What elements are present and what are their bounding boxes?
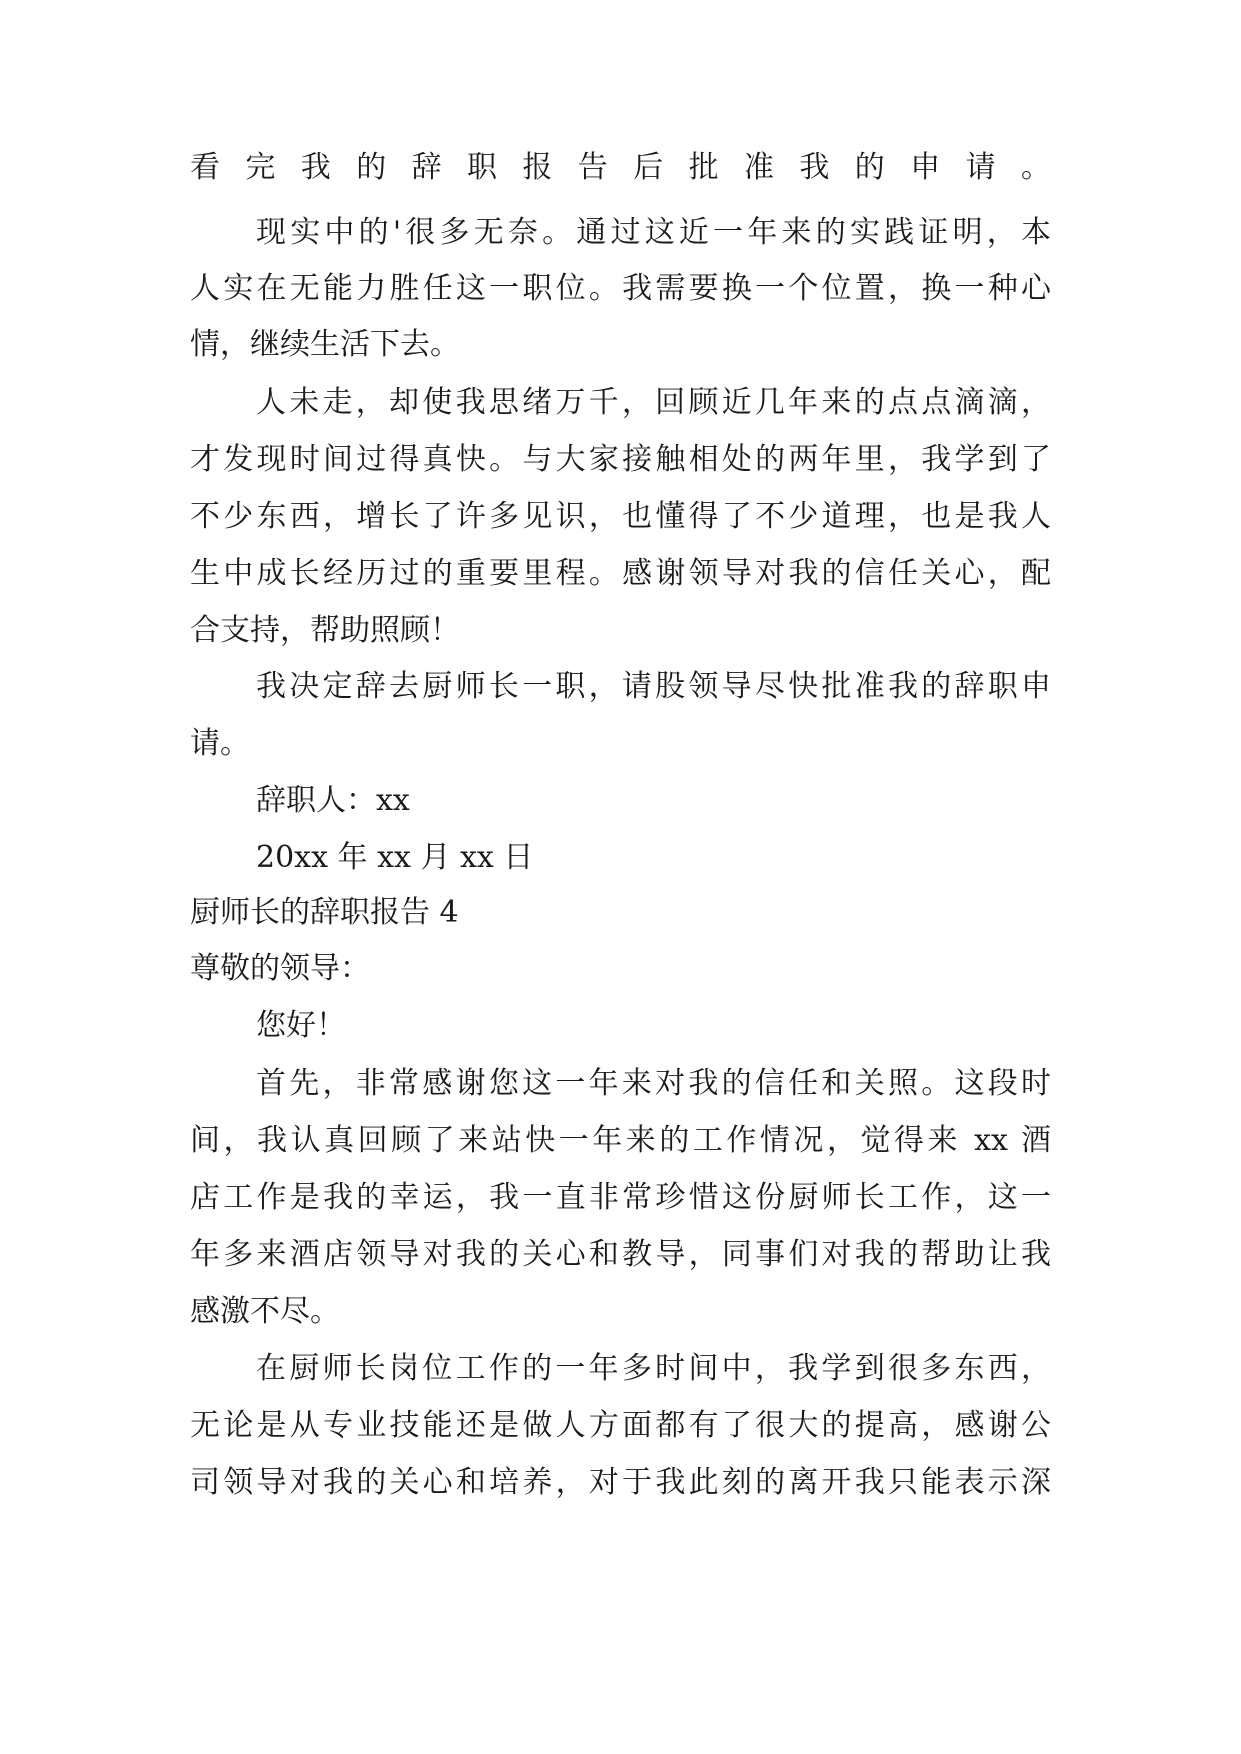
greeting: 您好！	[256, 1008, 346, 1043]
text-line: 首先，非常感谢您这一年来对我的信任和关照。这段时	[256, 1066, 1051, 1101]
text-line: 间，我认真回顾了来站快一年来的工作情况，觉得来 xx 酒	[190, 1123, 1051, 1158]
text-line: 情，继续生活下去。	[190, 327, 460, 362]
text-line: 现实中的'很多无奈。通过这近一年来的实践证明，本	[256, 215, 1051, 250]
text-line: 生中成长经历过的重要里程。感谢领导对我的信任关心，配	[190, 556, 1051, 591]
text-line: 年多来酒店领导对我的关心和教导，同事们对我的帮助让我	[190, 1237, 1051, 1272]
text-line: 店工作是我的幸运，我一直非常珍惜这份厨师长工作，这一	[190, 1180, 1051, 1215]
text-line: 才发现时间过得真快。与大家接触相处的两年里，我学到了	[190, 442, 1051, 477]
section-title: 厨师长的辞职报告 4	[190, 895, 459, 930]
text-line: 我决定辞去厨师长一职，请股领导尽快批准我的辞职申	[256, 669, 1051, 704]
signer-line: 辞职人：xx	[256, 783, 410, 818]
salutation: 尊敬的领导：	[190, 951, 370, 986]
text-line: 不少东西，增长了许多见识，也懂得了不少道理，也是我人	[190, 499, 1051, 534]
text-line: 合支持，帮助照顾！	[190, 613, 460, 648]
text-line: 人实在无能力胜任这一职位。我需要换一个位置，换一种心	[190, 271, 1051, 306]
text-line: 看完我的辞职报告后批准我的申请。	[190, 150, 1051, 185]
text-line: 司领导对我的关心和培养，对于我此刻的离开我只能表示深	[190, 1465, 1051, 1500]
text-line: 感激不尽。	[190, 1294, 340, 1329]
text-line: 无论是从专业技能还是做人方面都有了很大的提高，感谢公	[190, 1408, 1051, 1443]
text-line: 人未走，却使我思绪万千，回顾近几年来的点点滴滴，	[256, 385, 1051, 420]
text-line: 在厨师长岗位工作的一年多时间中，我学到很多东西，	[256, 1351, 1051, 1386]
text-line: 请。	[190, 726, 250, 761]
date-line: 20xx 年 xx 月 xx 日	[256, 840, 534, 875]
